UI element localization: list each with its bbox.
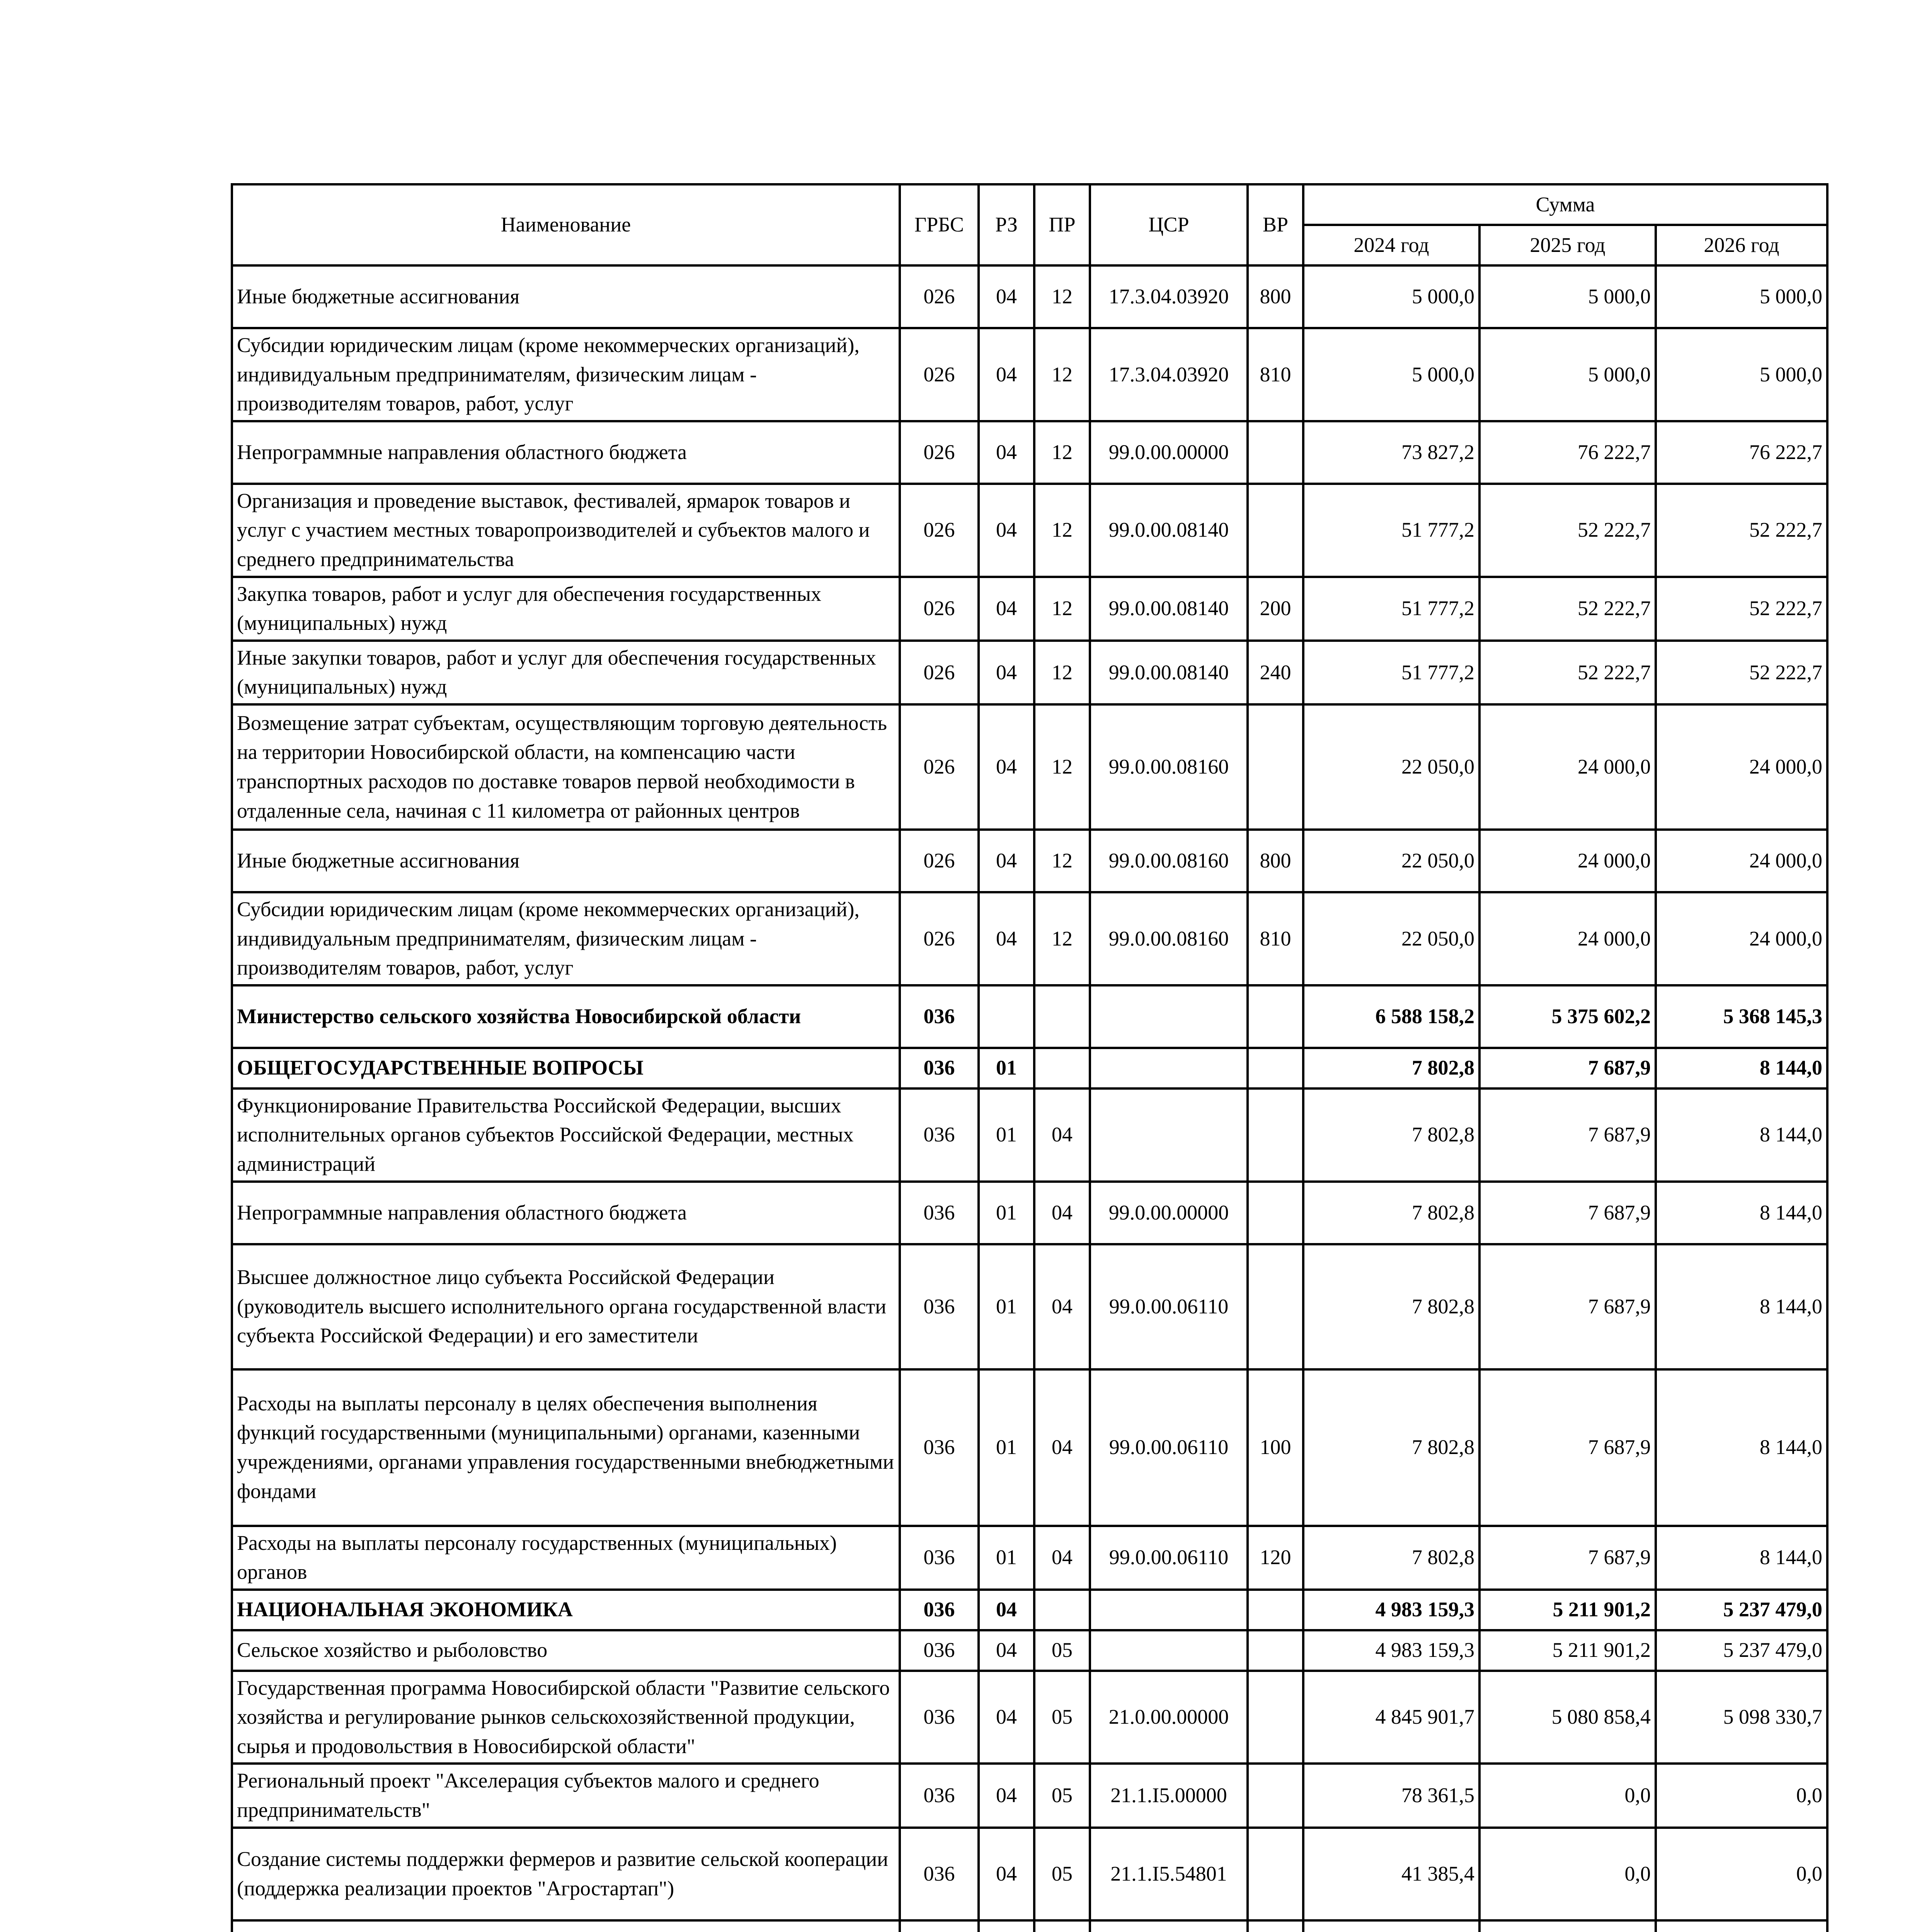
row-sum-2026-cell: 24 000,0 <box>1656 830 1827 892</box>
row-rz-cell: 01 <box>979 1244 1034 1369</box>
row-pr-cell: 12 <box>1034 577 1090 641</box>
row-vr-cell <box>1248 1671 1303 1764</box>
row-name-cell: Субсидии юридическим лицам (кроме некоммерческих организаций), индивидуальным предпринимателям, физическим лицам - производителям товаров, работ, услуг <box>232 892 900 985</box>
table-row <box>232 1526 1827 1590</box>
row-csr-cell: 99.0.00.08160 <box>1090 830 1248 892</box>
row-vr-cell <box>1248 1048 1303 1088</box>
row-sum-2025-cell: 24 000,0 <box>1479 892 1656 985</box>
header-year-2025: 2025 год <box>1479 225 1656 265</box>
row-rz-cell <box>979 985 1034 1048</box>
row-name-cell: Сельское хозяйство и рыболовство <box>232 1630 900 1671</box>
table-row <box>232 484 1827 577</box>
row-sum-2024-cell <box>1303 1920 1479 1932</box>
row-rz-cell: 04 <box>979 641 1034 704</box>
row-csr-cell: 17.3.04.03920 <box>1090 265 1248 328</box>
row-pr-cell: 05 <box>1034 1828 1090 1920</box>
table-row <box>232 1244 1827 1369</box>
row-sum-2024-cell: 5 000,0 <box>1303 265 1479 328</box>
row-rz-cell: 04 <box>979 1590 1034 1630</box>
row-sum-2026-cell: 5 098 330,7 <box>1656 1671 1827 1764</box>
row-vr-cell <box>1248 1590 1303 1630</box>
row-sum-2024-cell: 7 802,8 <box>1303 1182 1479 1244</box>
row-sum-2024-cell: 73 827,2 <box>1303 421 1479 484</box>
row-pr-cell <box>1034 985 1090 1048</box>
table-row <box>232 830 1827 892</box>
row-grbs-cell: 026 <box>900 830 979 892</box>
row-csr-cell <box>1090 1590 1248 1630</box>
row-pr-cell <box>1034 1590 1090 1630</box>
row-rz-cell: 04 <box>979 1671 1034 1764</box>
row-name-cell: Возмещение затрат субъектам, осуществляющим торговую деятельность на территории Новосибирской области, на компенсацию части транспортных расходов по доставке товаров первой необходимости в отдаленные села, начиная с 11 километра от районных центров <box>232 704 900 830</box>
row-csr-cell: 99.0.00.06110 <box>1090 1244 1248 1369</box>
row-name-cell: Расходы на выплаты персоналу государственных (муниципальных) органов <box>232 1526 900 1590</box>
row-sum-2025-cell: 52 222,7 <box>1479 484 1656 577</box>
table-row <box>232 1590 1827 1630</box>
row-sum-2024-cell: 22 050,0 <box>1303 892 1479 985</box>
row-vr-cell: 240 <box>1248 641 1303 704</box>
row-sum-2024-cell: 6 588 158,2 <box>1303 985 1479 1048</box>
row-sum-2024-cell: 4 845 901,7 <box>1303 1671 1479 1764</box>
row-pr-cell: 12 <box>1034 892 1090 985</box>
row-sum-2024-cell: 7 802,8 <box>1303 1048 1479 1088</box>
table-row <box>232 892 1827 985</box>
table-row <box>232 641 1827 704</box>
row-vr-cell <box>1248 421 1303 484</box>
row-sum-2024-cell: 51 777,2 <box>1303 577 1479 641</box>
row-pr-cell: 12 <box>1034 484 1090 577</box>
row-pr-cell <box>1034 1048 1090 1088</box>
row-sum-2026-cell: 5 237 479,0 <box>1656 1630 1827 1671</box>
row-csr-cell: 99.0.00.06110 <box>1090 1526 1248 1590</box>
row-csr-cell: 99.0.00.08140 <box>1090 484 1248 577</box>
row-sum-2024-cell: 4 983 159,3 <box>1303 1590 1479 1630</box>
row-pr-cell: 12 <box>1034 265 1090 328</box>
row-sum-2026-cell: 76 222,7 <box>1656 421 1827 484</box>
row-name-cell: Иные закупки товаров, работ и услуг для обеспечения государственных (муниципальных) нужд <box>232 641 900 704</box>
table-row <box>232 1048 1827 1088</box>
row-pr-cell: 05 <box>1034 1630 1090 1671</box>
row-sum-2026-cell: 24 000,0 <box>1656 704 1827 830</box>
row-grbs-cell: 026 <box>900 892 979 985</box>
row-csr-cell: 99.0.00.06110 <box>1090 1369 1248 1526</box>
row-rz-cell: 01 <box>979 1526 1034 1590</box>
row-sum-2026-cell: 8 144,0 <box>1656 1048 1827 1088</box>
row-rz-cell: 01 <box>979 1182 1034 1244</box>
table-row <box>232 1920 1827 1932</box>
header-rz: РЗ <box>979 184 1034 265</box>
row-rz-cell: 04 <box>979 892 1034 985</box>
row-vr-cell <box>1248 1244 1303 1369</box>
row-rz-cell: 04 <box>979 1764 1034 1827</box>
row-sum-2026-cell: 5 237 479,0 <box>1656 1590 1827 1630</box>
row-sum-2025-cell: 5 000,0 <box>1479 265 1656 328</box>
row-name-cell: Непрограммные направления областного бюджета <box>232 1182 900 1244</box>
row-rz-cell: 04 <box>979 830 1034 892</box>
row-sum-2026-cell: 5 000,0 <box>1656 328 1827 421</box>
row-sum-2026-cell: 52 222,7 <box>1656 577 1827 641</box>
row-csr-cell: 21.0.00.00000 <box>1090 1671 1248 1764</box>
table-body <box>232 265 1827 1932</box>
row-name-cell: Иные бюджетные ассигнования <box>232 265 900 328</box>
row-name-cell: Закупка товаров, работ и услуг для обеспечения государственных (муниципальных) нужд <box>232 577 900 641</box>
row-grbs-cell: 036 <box>900 1828 979 1920</box>
row-name-cell: Региональный проект "Акселерация субъектов малого и среднего предпринимательств" <box>232 1764 900 1827</box>
row-rz-cell: 04 <box>979 704 1034 830</box>
row-sum-2026-cell: 8 144,0 <box>1656 1182 1827 1244</box>
row-sum-2026-cell <box>1656 1920 1827 1932</box>
row-vr-cell <box>1248 1182 1303 1244</box>
row-vr-cell: 800 <box>1248 830 1303 892</box>
row-sum-2026-cell: 0,0 <box>1656 1764 1827 1827</box>
header-csr: ЦСР <box>1090 184 1248 265</box>
row-csr-cell <box>1090 1048 1248 1088</box>
row-grbs-cell: 026 <box>900 577 979 641</box>
row-vr-cell: 120 <box>1248 1526 1303 1590</box>
row-vr-cell <box>1248 484 1303 577</box>
row-pr-cell: 12 <box>1034 641 1090 704</box>
budget-table <box>231 183 1828 1932</box>
row-sum-2026-cell: 8 144,0 <box>1656 1088 1827 1182</box>
row-vr-cell <box>1248 1088 1303 1182</box>
row-name-cell: Расходы на выплаты персоналу в целях обеспечения выполнения функций государственными (муниципальными) органами, казенными учреждениями, органами управления государственными внебюджетными фондами <box>232 1369 900 1526</box>
row-grbs-cell: 026 <box>900 704 979 830</box>
row-vr-cell <box>1248 1764 1303 1827</box>
row-name-cell: Субсидии юридическим лицам (кроме некоммерческих организаций), индивидуальным предпринимателям, физическим лицам - производителям товаров, работ, услуг <box>232 328 900 421</box>
table-row <box>232 1630 1827 1671</box>
row-sum-2024-cell: 4 983 159,3 <box>1303 1630 1479 1671</box>
row-sum-2025-cell: 76 222,7 <box>1479 421 1656 484</box>
row-csr-cell: 21.1.I5.00000 <box>1090 1764 1248 1827</box>
row-name-cell: ОБЩЕГОСУДАРСТВЕННЫЕ ВОПРОСЫ <box>232 1048 900 1088</box>
table-header <box>232 184 1827 265</box>
table-row <box>232 1088 1827 1182</box>
row-grbs-cell: 026 <box>900 484 979 577</box>
row-sum-2024-cell: 7 802,8 <box>1303 1088 1479 1182</box>
row-grbs-cell: 036 <box>900 1526 979 1590</box>
row-name-cell: Высшее должностное лицо субъекта Российской Федерации (руководитель высшего исполнительного органа государственной власти субъекта Российской Федерации) и его заместители <box>232 1244 900 1369</box>
row-csr-cell <box>1090 1630 1248 1671</box>
row-name-cell <box>232 1920 900 1932</box>
row-grbs-cell: 036 <box>900 1048 979 1088</box>
row-sum-2025-cell <box>1479 1920 1656 1932</box>
row-sum-2025-cell: 5 080 858,4 <box>1479 1671 1656 1764</box>
row-pr-cell: 12 <box>1034 704 1090 830</box>
row-grbs-cell: 026 <box>900 421 979 484</box>
row-sum-2025-cell: 7 687,9 <box>1479 1182 1656 1244</box>
row-sum-2024-cell: 7 802,8 <box>1303 1244 1479 1369</box>
header-sum: Сумма <box>1303 184 1827 225</box>
row-sum-2024-cell: 78 361,5 <box>1303 1764 1479 1827</box>
row-rz-cell: 01 <box>979 1369 1034 1526</box>
row-sum-2025-cell: 7 687,9 <box>1479 1088 1656 1182</box>
row-pr-cell: 05 <box>1034 1671 1090 1764</box>
row-sum-2025-cell: 7 687,9 <box>1479 1369 1656 1526</box>
table-row <box>232 704 1827 830</box>
table-row <box>232 1369 1827 1526</box>
row-pr-cell: 04 <box>1034 1244 1090 1369</box>
header-year-2026: 2026 год <box>1656 225 1827 265</box>
row-grbs-cell: 036 <box>900 1244 979 1369</box>
row-sum-2025-cell: 5 211 901,2 <box>1479 1590 1656 1630</box>
row-pr-cell: 04 <box>1034 1369 1090 1526</box>
row-pr-cell: 05 <box>1034 1764 1090 1827</box>
row-sum-2025-cell: 7 687,9 <box>1479 1048 1656 1088</box>
row-vr-cell: 200 <box>1248 577 1303 641</box>
row-grbs-cell: 026 <box>900 328 979 421</box>
row-pr-cell: 12 <box>1034 328 1090 421</box>
row-vr-cell: 800 <box>1248 265 1303 328</box>
row-name-cell: Создание системы поддержки фермеров и развитие сельской кооперации (поддержка реализации проектов "Агростартап") <box>232 1828 900 1920</box>
row-grbs-cell: 036 <box>900 1671 979 1764</box>
row-csr-cell: 17.3.04.03920 <box>1090 328 1248 421</box>
row-sum-2024-cell: 51 777,2 <box>1303 641 1479 704</box>
row-sum-2024-cell: 41 385,4 <box>1303 1828 1479 1920</box>
row-rz-cell: 04 <box>979 577 1034 641</box>
row-name-cell: Государственная программа Новосибирской области "Развитие сельского хозяйства и регулирование рынков сельскохозяйственной продукции, сырья и продовольствия в Новосибирской области" <box>232 1671 900 1764</box>
row-name-cell: Функционирование Правительства Российской Федерации, высших исполнительных органов субъектов Российской Федерации, местных администраций <box>232 1088 900 1182</box>
row-sum-2024-cell: 22 050,0 <box>1303 830 1479 892</box>
row-grbs-cell: 026 <box>900 641 979 704</box>
row-sum-2026-cell: 24 000,0 <box>1656 892 1827 985</box>
table-row <box>232 577 1827 641</box>
row-rz-cell: 01 <box>979 1088 1034 1182</box>
row-sum-2024-cell: 51 777,2 <box>1303 484 1479 577</box>
row-sum-2025-cell: 52 222,7 <box>1479 577 1656 641</box>
row-grbs-cell: 036 <box>900 985 979 1048</box>
row-vr-cell <box>1248 985 1303 1048</box>
header-year-2024: 2024 год <box>1303 225 1479 265</box>
table-row <box>232 1182 1827 1244</box>
row-pr-cell: 04 <box>1034 1526 1090 1590</box>
row-rz-cell: 01 <box>979 1048 1034 1088</box>
row-name-cell: НАЦИОНАЛЬНАЯ ЭКОНОМИКА <box>232 1590 900 1630</box>
row-sum-2026-cell: 8 144,0 <box>1656 1369 1827 1526</box>
row-sum-2024-cell: 22 050,0 <box>1303 704 1479 830</box>
row-csr-cell <box>1090 1920 1248 1932</box>
table-row <box>232 1671 1827 1764</box>
row-pr-cell: 04 <box>1034 1088 1090 1182</box>
row-vr-cell <box>1248 704 1303 830</box>
header-grbs: ГРБС <box>900 184 979 265</box>
row-csr-cell: 99.0.00.08140 <box>1090 577 1248 641</box>
row-sum-2025-cell: 0,0 <box>1479 1828 1656 1920</box>
row-rz-cell: 04 <box>979 1828 1034 1920</box>
row-sum-2024-cell: 7 802,8 <box>1303 1369 1479 1526</box>
header-name: Наименование <box>232 184 900 265</box>
row-grbs-cell: 036 <box>900 1182 979 1244</box>
row-sum-2025-cell: 7 687,9 <box>1479 1244 1656 1369</box>
row-sum-2026-cell: 5 000,0 <box>1656 265 1827 328</box>
row-sum-2026-cell: 5 368 145,3 <box>1656 985 1827 1048</box>
row-vr-cell <box>1248 1630 1303 1671</box>
row-sum-2025-cell: 0,0 <box>1479 1764 1656 1827</box>
row-sum-2025-cell: 5 211 901,2 <box>1479 1630 1656 1671</box>
row-rz-cell: 04 <box>979 484 1034 577</box>
row-sum-2025-cell: 7 687,9 <box>1479 1526 1656 1590</box>
row-csr-cell: 99.0.00.08160 <box>1090 704 1248 830</box>
row-vr-cell: 810 <box>1248 892 1303 985</box>
row-sum-2025-cell: 24 000,0 <box>1479 830 1656 892</box>
row-vr-cell: 100 <box>1248 1369 1303 1526</box>
table-row <box>232 1764 1827 1827</box>
row-grbs-cell: 036 <box>900 1590 979 1630</box>
row-sum-2024-cell: 5 000,0 <box>1303 328 1479 421</box>
row-csr-cell <box>1090 985 1248 1048</box>
row-grbs-cell: 036 <box>900 1764 979 1827</box>
row-sum-2026-cell: 52 222,7 <box>1656 641 1827 704</box>
row-pr-cell: 12 <box>1034 421 1090 484</box>
row-sum-2025-cell: 24 000,0 <box>1479 704 1656 830</box>
row-pr-cell <box>1034 1920 1090 1932</box>
row-pr-cell: 12 <box>1034 830 1090 892</box>
row-rz-cell: 04 <box>979 421 1034 484</box>
row-csr-cell: 99.0.00.00000 <box>1090 421 1248 484</box>
row-grbs-cell: 026 <box>900 265 979 328</box>
row-rz-cell <box>979 1920 1034 1932</box>
row-sum-2026-cell: 52 222,7 <box>1656 484 1827 577</box>
row-rz-cell: 04 <box>979 265 1034 328</box>
row-sum-2026-cell: 0,0 <box>1656 1828 1827 1920</box>
table-row <box>232 1828 1827 1920</box>
row-name-cell: Министерство сельского хозяйства Новосибирской области <box>232 985 900 1048</box>
row-sum-2026-cell: 8 144,0 <box>1656 1526 1827 1590</box>
row-sum-2025-cell: 52 222,7 <box>1479 641 1656 704</box>
row-vr-cell <box>1248 1828 1303 1920</box>
row-grbs-cell: 036 <box>900 1369 979 1526</box>
row-name-cell: Организация и проведение выставок, фестивалей, ярмарок товаров и услуг с участием местных товаропроизводителей и субъектов малого и среднего предпринимательства <box>232 484 900 577</box>
table-row <box>232 421 1827 484</box>
row-csr-cell: 99.0.00.00000 <box>1090 1182 1248 1244</box>
row-grbs-cell: 036 <box>900 1088 979 1182</box>
row-csr-cell: 99.0.00.08140 <box>1090 641 1248 704</box>
header-pr: ПР <box>1034 184 1090 265</box>
row-sum-2026-cell: 8 144,0 <box>1656 1244 1827 1369</box>
row-csr-cell: 21.1.I5.54801 <box>1090 1828 1248 1920</box>
table-row <box>232 328 1827 421</box>
row-sum-2025-cell: 5 000,0 <box>1479 328 1656 421</box>
table-row <box>232 265 1827 328</box>
row-name-cell: Иные бюджетные ассигнования <box>232 830 900 892</box>
row-name-cell: Непрограммные направления областного бюджета <box>232 421 900 484</box>
row-rz-cell: 04 <box>979 328 1034 421</box>
row-vr-cell <box>1248 1920 1303 1932</box>
row-sum-2025-cell: 5 375 602,2 <box>1479 985 1656 1048</box>
row-csr-cell <box>1090 1088 1248 1182</box>
row-pr-cell: 04 <box>1034 1182 1090 1244</box>
row-csr-cell: 99.0.00.08160 <box>1090 892 1248 985</box>
row-vr-cell: 810 <box>1248 328 1303 421</box>
header-vr: ВР <box>1248 184 1303 265</box>
row-grbs-cell <box>900 1920 979 1932</box>
table-row <box>232 985 1827 1048</box>
row-rz-cell: 04 <box>979 1630 1034 1671</box>
row-grbs-cell: 036 <box>900 1630 979 1671</box>
row-sum-2024-cell: 7 802,8 <box>1303 1526 1479 1590</box>
